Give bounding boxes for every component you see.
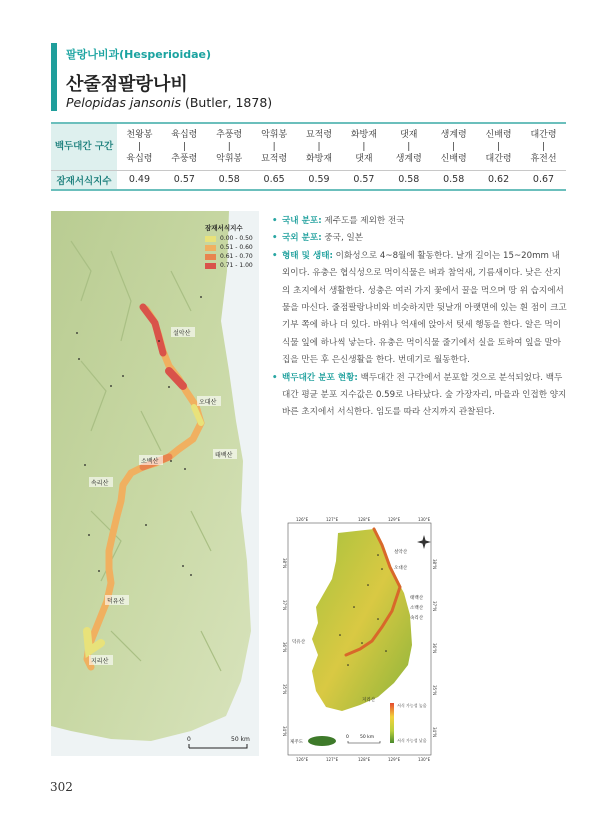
lon-tick: 126°E [296, 517, 309, 522]
legend-label: 0.51 - 0.60 [220, 244, 253, 251]
section-from: 천왕봉 [126, 129, 153, 140]
section-sep: | [272, 141, 276, 152]
index-value: 0.57 [341, 170, 386, 190]
lat-tick: 34°N [282, 726, 287, 737]
jeju-label: 제주도 [290, 740, 304, 745]
index-value: 0.62 [476, 170, 521, 190]
section-to: 악휘봉 [216, 153, 243, 164]
scale-label: 50 km [360, 735, 375, 740]
lon-tick: 130°E [418, 757, 431, 762]
jeju-island [308, 736, 336, 746]
section-to: 생계령 [395, 153, 422, 164]
section-to: 추풍령 [171, 153, 198, 164]
lat-tick: 37°N [282, 600, 287, 611]
section-sep: | [452, 141, 456, 152]
lon-tick: 126°E [296, 757, 309, 762]
legend-swatch [205, 245, 216, 251]
section-from: 대간령 [530, 129, 557, 140]
species-korean-name: 산줄점팔랑나비 [66, 74, 188, 95]
legend-swatch [205, 263, 216, 269]
index-value: 0.59 [297, 170, 342, 190]
morphology-ecology [272, 248, 568, 370]
scale-zero: 0 [346, 735, 349, 740]
legend-title: 잠재서식지수 [205, 224, 243, 232]
bullet: • [272, 372, 278, 383]
legend-item [205, 235, 253, 242]
status-text: 백두대간 전 구간에서 분포할 것으로 분석되었다. 백두대간 평균 분포 지수값은 0.59로 나타났다. 숲 가장자리, 마을과 인접한 양지바른 초지에서 서식한다. 임도를 따라 산지까지 관찰된다. [282, 372, 567, 418]
habitat-index-table [51, 122, 566, 191]
place-label: 속리산 [410, 616, 424, 621]
legend-swatch [205, 236, 216, 242]
bullet: • [272, 233, 278, 244]
place-label: 소백산 [141, 458, 159, 465]
map-legend [205, 223, 253, 271]
index-value: 0.58 [386, 170, 431, 190]
page-number: 302 [50, 780, 73, 794]
legend-item [205, 262, 253, 269]
section-cell [252, 123, 297, 170]
baekdudaegan-status [272, 370, 568, 422]
section-cell [431, 123, 476, 170]
lon-tick: 127°E [326, 517, 339, 522]
section-from: 화방재 [350, 129, 377, 140]
section-sep: | [137, 141, 141, 152]
land-mass [51, 211, 251, 741]
section-to: 육십령 [126, 153, 153, 164]
section-cell [341, 123, 386, 170]
section-to: 댓재 [355, 153, 373, 164]
section-from: 추풍령 [216, 129, 243, 140]
korea-habitat-map [282, 515, 439, 763]
bullet: • [272, 216, 278, 226]
ecology-label: 형태 및 생태: [282, 250, 333, 261]
species-description [272, 213, 568, 422]
legend-label: 0.61 - 0.70 [220, 253, 253, 260]
bullet: • [272, 250, 278, 261]
place-label: 설악산 [394, 550, 408, 555]
place-label: 오대산 [394, 566, 408, 571]
lon-tick: 128°E [358, 757, 371, 762]
section-to: 화방재 [305, 153, 333, 164]
section-cell [476, 123, 521, 170]
section-from: 신배령 [485, 129, 512, 140]
terrain-map-graphic [51, 211, 259, 756]
baekdudaegan-habitat-map [51, 211, 259, 756]
species-author: (Butler, 1878) [184, 95, 273, 110]
section-sep: | [497, 141, 501, 152]
index-value: 0.65 [252, 170, 297, 190]
place-label: 지리산 [91, 658, 109, 665]
scale-zero: 0 [187, 736, 191, 743]
section-cell [117, 123, 162, 170]
section-to: 신배령 [440, 153, 467, 164]
lon-tick: 129°E [388, 517, 401, 522]
place-label: 태백산 [410, 596, 424, 601]
legend-label: 0.71 - 1.00 [220, 262, 253, 269]
place-label: 오대산 [199, 399, 217, 406]
ecology-text: 이화성으로 4~8월에 활동한다. 날개 길이는 15~20mm 내외이다. 유충은 협식성으로 먹이식물은 벼과 참억새, 기름새이다. 낮은 산지의 초지에서 생활한다. 성충은 여러 가지 꽃에서 꿀을 먹으며 땅 위 습지에서 물을 마신다. 줄점팔랑나비와 비슷하지만 뒷날개 아랫면에 있는 흰 점이 크고 기부 쪽에 하나 더 있다. 바위나 억새에 앉아서 텃세 행동을 한다. 알은 먹이식물 잎에 하나씩 낳는다. 유충은 먹이식물 줄기에서 실을 토하여 잎을 말아 집을 만든 후 은신생활을 한다. 번데기로 월동한다. [282, 250, 567, 366]
legend-item [205, 244, 253, 251]
species-scientific-name [66, 95, 272, 110]
section-sep: | [317, 141, 321, 152]
index-value: 0.49 [117, 170, 162, 190]
lat-tick: 35°N [432, 685, 437, 696]
section-row [51, 123, 566, 170]
korea-map-graphic [282, 515, 439, 763]
section-to: 대간령 [485, 153, 512, 164]
section-cell [386, 123, 431, 170]
section-from: 댓재 [400, 129, 418, 140]
lat-tick: 34°N [432, 727, 437, 738]
section-sep: | [541, 141, 546, 152]
section-sep: | [227, 141, 231, 152]
section-cell [297, 123, 342, 170]
place-label: 속리산 [91, 480, 109, 487]
lat-tick: 36°N [282, 642, 287, 653]
place-label: 지리산 [362, 698, 376, 703]
lon-tick: 127°E [326, 757, 339, 762]
lat-tick: 38°N [282, 558, 287, 569]
status-label: 백두대간 분포 현황: [282, 372, 358, 383]
lon-tick: 128°E [358, 517, 371, 522]
legend-label: 0.00 - 0.50 [220, 235, 253, 242]
domestic-text: 제주도를 제외한 전국 [321, 216, 405, 226]
lat-tick: 38°N [432, 559, 437, 570]
section-from: 육십령 [171, 129, 198, 140]
index-header-label: 잠재서식지수 [51, 170, 117, 190]
scale-label: 50 km [231, 736, 250, 743]
foreign-label: 국외 분포: [282, 233, 322, 244]
domestic-distribution [272, 213, 568, 230]
index-row [51, 170, 566, 190]
section-from: 생계령 [440, 129, 467, 140]
species-binomial: Pelopidas jansonis [66, 95, 181, 110]
index-value: 0.67 [521, 170, 566, 190]
place-label: 덕유산 [292, 640, 306, 645]
suitability-ramp [390, 703, 394, 743]
place-label: 태백산 [215, 452, 233, 459]
legend-high: 서식 가능성 높음 [397, 703, 427, 708]
section-sep: | [407, 141, 411, 152]
legend-low: 서식 가능성 낮음 [397, 738, 427, 743]
section-from: 묘적령 [305, 129, 333, 140]
lat-tick: 35°N [282, 684, 287, 695]
place-label: 설악산 [173, 330, 191, 337]
title-accent-bar [51, 43, 57, 111]
lat-tick: 36°N [432, 643, 437, 654]
lon-tick: 129°E [388, 757, 401, 762]
section-to: 묘적령 [261, 153, 288, 164]
domestic-label: 국내 분포: [282, 216, 322, 226]
legend-swatch [205, 254, 216, 260]
lon-tick: 130°E [418, 517, 431, 522]
index-value: 0.57 [162, 170, 207, 190]
section-header-label: 백두대간 구간 [51, 123, 117, 170]
section-from: 악휘봉 [261, 129, 288, 140]
legend-item [205, 253, 253, 260]
section-sep: | [362, 141, 366, 152]
place-label: 덕유산 [107, 598, 125, 605]
section-to: 휴전선 [530, 153, 557, 164]
index-value: 0.58 [207, 170, 252, 190]
section-cell [162, 123, 207, 170]
place-label: 소백산 [410, 606, 424, 611]
section-sep: | [182, 141, 186, 152]
index-value: 0.58 [431, 170, 476, 190]
foreign-text: 중국, 일본 [321, 233, 364, 244]
section-cell [521, 123, 566, 170]
section-cell [207, 123, 252, 170]
family-name: 팔랑나비과(Hesperioidae) [66, 48, 212, 61]
lat-tick: 37°N [432, 601, 437, 612]
foreign-distribution [272, 230, 568, 247]
